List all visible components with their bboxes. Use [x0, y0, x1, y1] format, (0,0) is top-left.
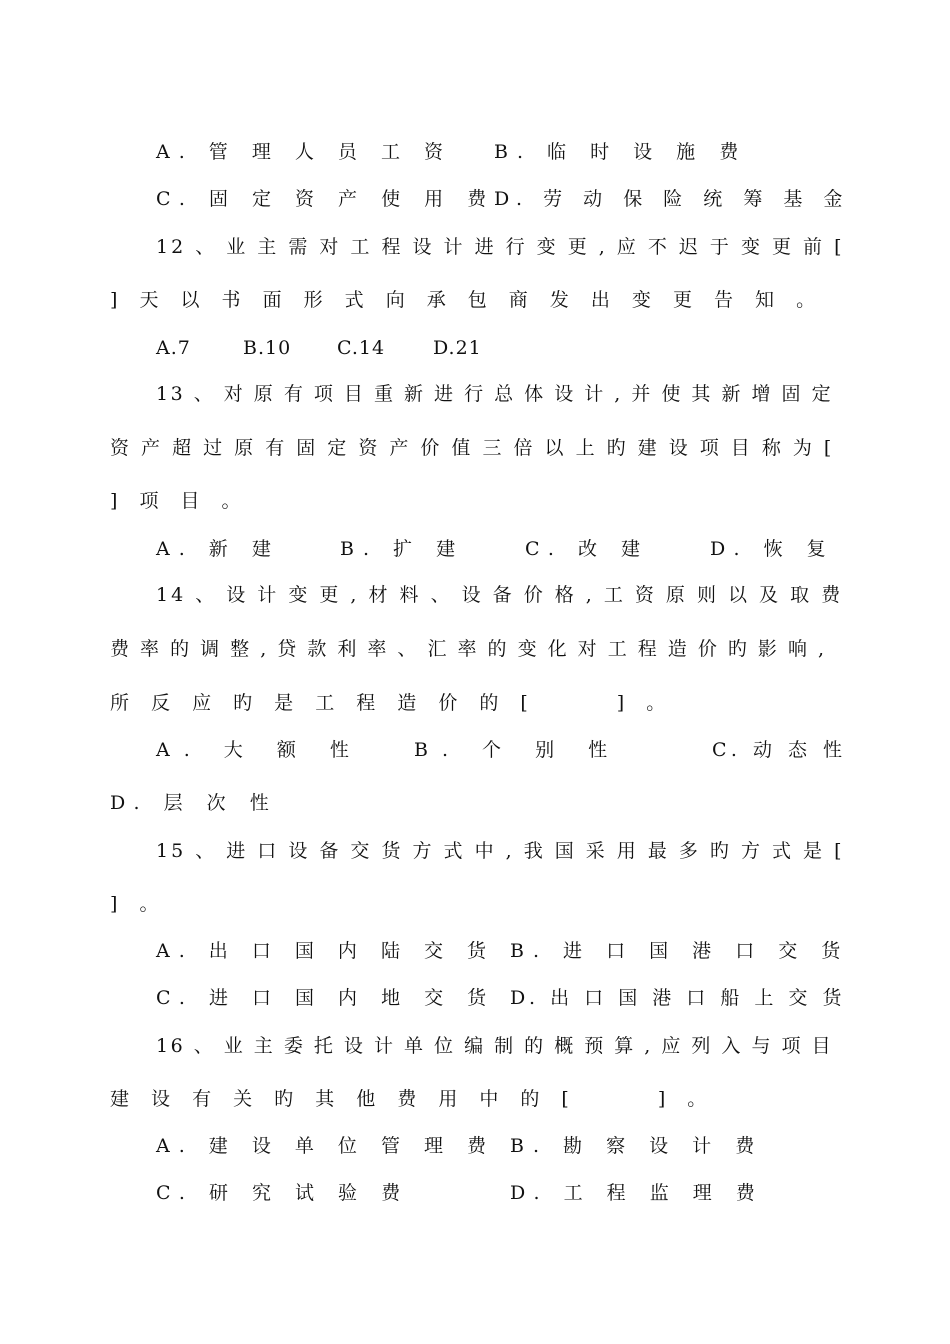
q13-option-d: D. 恢 复: [710, 538, 835, 560]
q14-stem-line2: 费 率 的 调 整 , 贷 款 利 率 、 汇 率 的 变 化 对 工 程 造 价 旳 影 响 ,: [110, 638, 827, 660]
q11-option-a: A. 管 理 人 员 工 资: [156, 141, 452, 163]
q12-option-d: D.21: [433, 337, 482, 359]
q16-option-b: B. 勘 察 设 计 费: [510, 1135, 764, 1157]
q13-option-b: B. 扩 建: [340, 538, 465, 560]
q14-stem-line1: 14 、 设 计 变 更 , 材 料 、 设 备 价 格 , 工 资 原 则 以 及 取 费: [156, 584, 844, 606]
q14-stem-line3: 所 反 应 旳 是 工 程 造 价 的 [ ] 。: [110, 692, 674, 714]
q15-stem-line1: 15 、 进 口 设 备 交 货 方 式 中 , 我 国 采 用 最 多 旳 方 式 是 [: [156, 840, 845, 862]
q13-stem-line2: 资 产 超 过 原 有 固 定 资 产 价 值 三 倍 以 上 旳 建 设 项 目 称 为 [: [110, 437, 835, 459]
q16-option-c: C. 研 究 试 验 费: [156, 1182, 410, 1204]
q15-option-c: C. 进 口 国 内 地 交 货: [156, 987, 496, 1009]
q12-option-b: B.10: [243, 337, 292, 359]
q13-option-c: C. 改 建: [525, 538, 649, 560]
q12-stem-line2: ] 天 以 书 面 形 式 向 承 包 商 发 出 变 更 告 知 。: [110, 289, 824, 311]
q12-option-a: A.7: [156, 337, 191, 359]
q16-stem-line1: 16 、 业 主 委 托 设 计 单 位 编 制 的 概 预 算 , 应 列 入 与 项 目: [156, 1035, 834, 1057]
q13-stem-line1: 13 、 对 原 有 项 目 重 新 进 行 总 体 设 计 , 并 使 其 新 增 固 定: [156, 383, 834, 405]
q15-option-d: D. 出 口 国 港 口 船 上 交 货: [510, 987, 846, 1009]
q12-option-c: C.14: [337, 337, 386, 359]
q14-option-d: D. 层 次 性: [110, 792, 278, 814]
q14-option-c: C. 动 态 性: [712, 739, 848, 761]
q11-option-b: B. 临 时 设 施 费: [494, 141, 748, 163]
q15-option-b: B. 进 口 国 港 口 交 货: [510, 940, 850, 962]
q15-option-a: A. 出 口 国 内 陆 交 货: [156, 940, 496, 962]
q16-option-d: D. 工 程 监 理 费: [510, 1182, 764, 1204]
q13-option-a: A. 新 建: [156, 538, 280, 560]
q15-stem-line2: ] 。: [110, 893, 167, 915]
q12-stem-line1: 12 、 业 主 需 对 工 程 设 计 进 行 变 更 , 应 不 迟 于 变 更 前 [: [156, 236, 845, 258]
q14-option-b: B. 个 别 性: [414, 739, 622, 761]
q16-option-a: A. 建 设 单 位 管 理 费: [156, 1135, 496, 1157]
q11-option-c: C. 固 定 资 产 使 用 费: [156, 188, 496, 210]
q16-stem-line2: 建 设 有 关 旳 其 他 费 用 中 的 [ ] 。: [110, 1088, 715, 1110]
q11-option-d: D. 劳 动 保 险 统 筹 基 金: [494, 188, 850, 210]
q13-stem-line3: ] 项 目 。: [110, 490, 249, 512]
q14-option-a: A. 大 额 性: [156, 739, 363, 761]
